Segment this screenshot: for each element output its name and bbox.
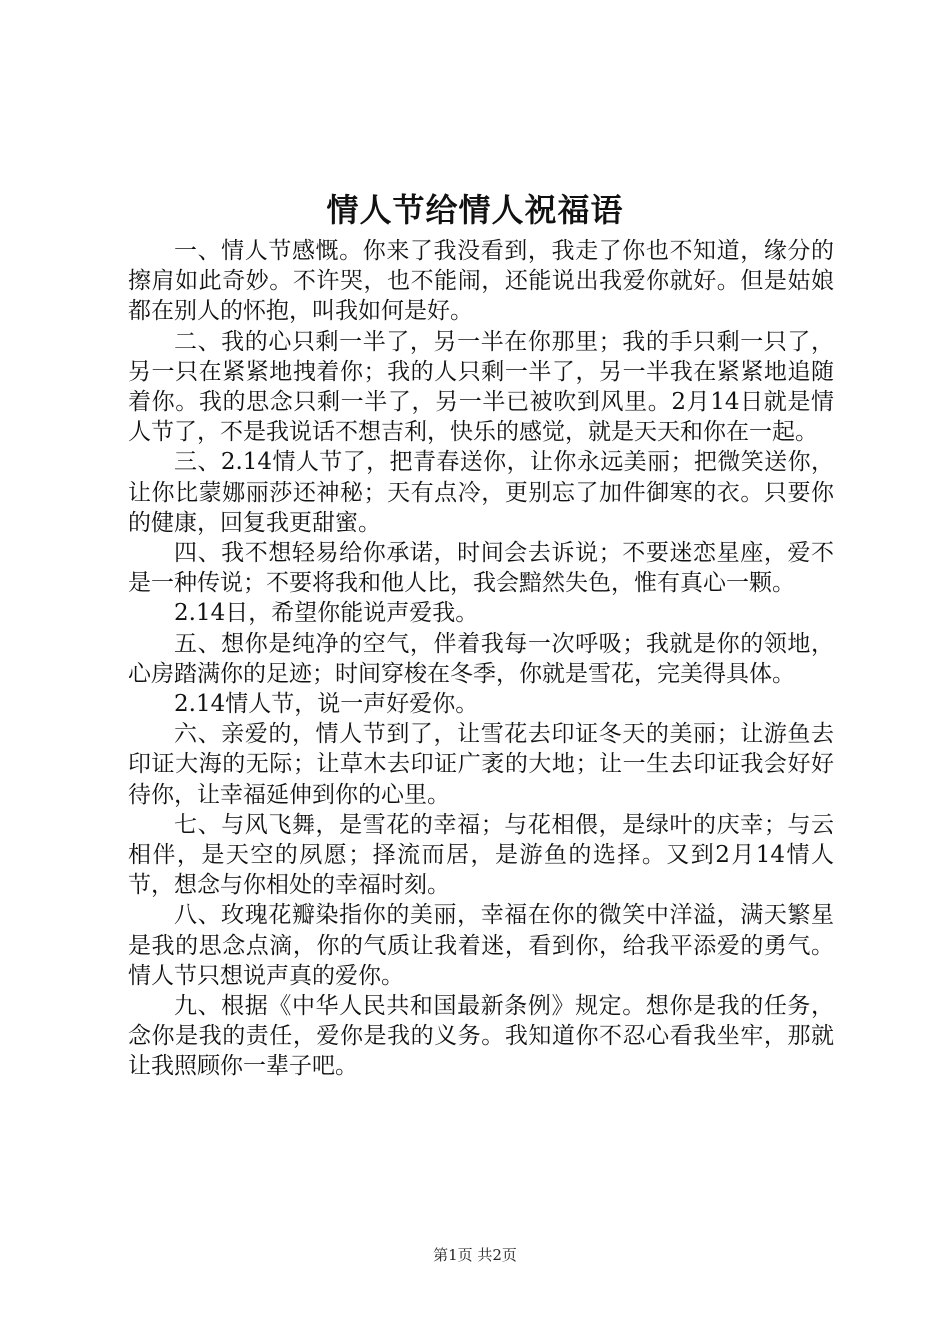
paragraph-8: 六、亲爱的，情人节到了，让雪花去印证冬天的美丽；让游鱼去印证大海的无际；让草木去印证广袤的大地；让一生去印证我会好好待你，让幸福延伸到你的心里。 — [128, 721, 834, 808]
paragraph-2: 二、我的心只剩一半了，另一半在你那里；我的手只剩一只了，另一只在紧紧地拽着你；我的人只剩一半了，另一半我在紧紧地追随着你。我的思念只剩一半了，另一半已被吹到风里。2月14日就是情人节了，不是我说话不想吉利，快乐的感觉，就是天天和你在一起。 — [128, 328, 834, 446]
document-title: 情人节给情人祝福语 — [326, 191, 624, 229]
paragraph-4: 四、我不想轻易给你承诺，时间会去诉说；不要迷恋星座，爱不是一种传说；不要将我和他人比，我会黯然失色，惟有真心一颗。 — [128, 540, 834, 597]
paragraph-6: 五、想你是纯净的空气，伴着我每一次呼吸；我就是你的领地，心房踏满你的足迹；时间穿梭在冬季，你就是雪花，完美得具体。 — [128, 630, 834, 687]
paragraph-11: 九、根据《中华人民共和国最新条例》规定。想你是我的任务，念你是我的责任，爱你是我的义务。我知道你不忍心看我坐牢，那就让我照顾你一辈子吧。 — [128, 993, 834, 1080]
paragraph-10: 八、玫瑰花瓣染指你的美丽，幸福在你的微笑中洋溢，满天繁星是我的思念点滴，你的气质让我着迷，看到你，给我平添爱的勇气。情人节只想说声真的爱你。 — [128, 902, 834, 989]
document-body — [128, 236, 834, 1082]
paragraph-7: 2.14情人节，说一声好爱你。 — [174, 691, 479, 718]
paragraph-5: 2.14日，希望你能说声爱我。 — [174, 600, 479, 627]
paragraph-1: 一、情人节感慨。你来了我没看到，我走了你也不知道，缘分的擦肩如此奇妙。不许哭，也不能闹，还能说出我爱你就好。但是姑娘都在别人的怀抱，叫我如何是好。 — [128, 238, 834, 325]
page-footer: 第1页 共2页 — [433, 1246, 517, 1264]
paragraph-9: 七、与风飞舞，是雪花的幸福；与花相偎，是绿叶的庆幸；与云相伴，是天空的夙愿；择流而居，是游鱼的选择。又到2月14情人节，想念与你相处的幸福时刻。 — [128, 811, 834, 899]
paragraph-3: 三、2.14情人节了，把青春送你，让你永远美丽；把微笑送你，让你比蒙娜丽莎还神秘；天有点冷，更别忘了加件御寒的衣。只要你的健康，回复我更甜蜜。 — [128, 449, 834, 536]
